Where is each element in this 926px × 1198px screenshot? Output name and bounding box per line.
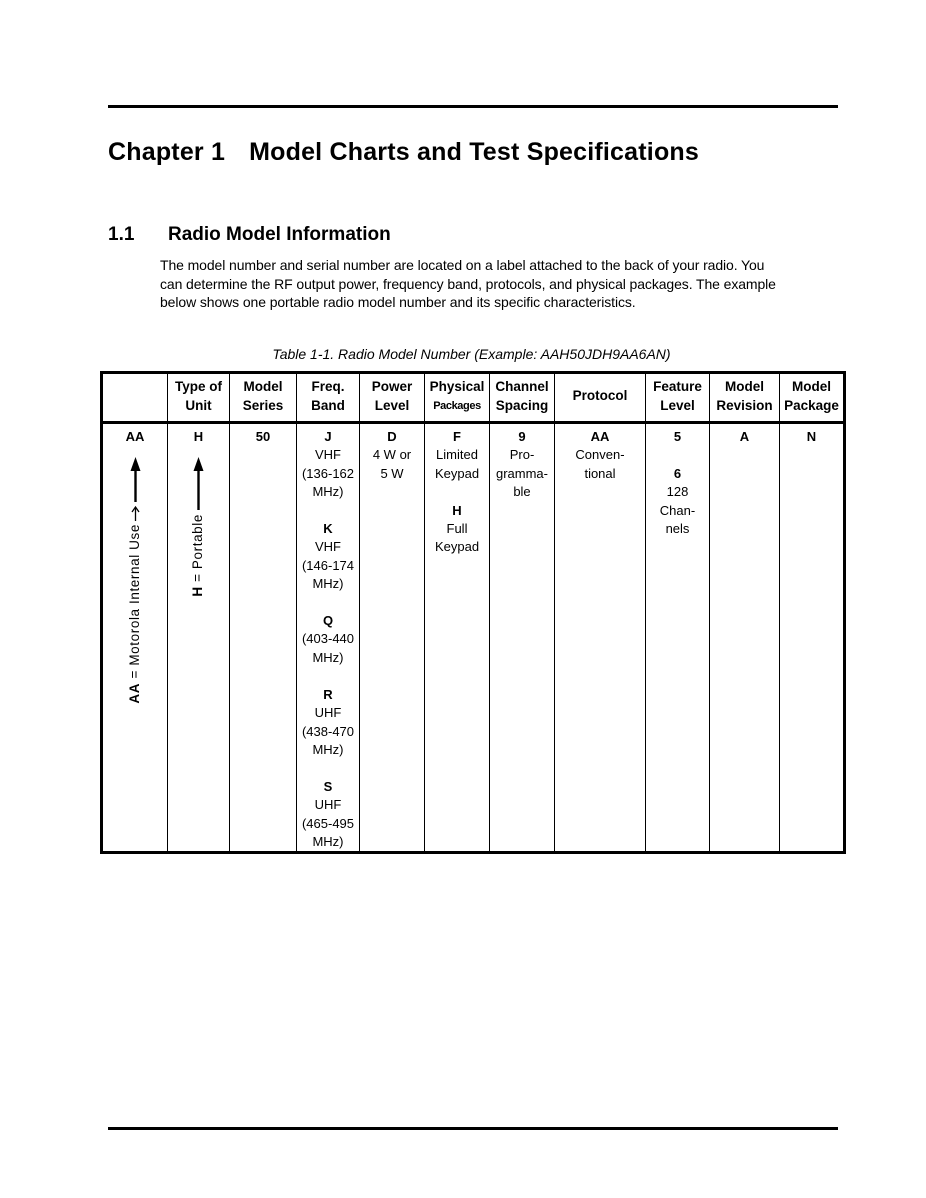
chapter-title: Model Charts and Test Specifications [249,137,699,166]
body-cell-feature-level: 5 6 128 Chan- nels [646,423,710,853]
header-cell-model-package: Model Package [780,373,845,423]
bottom-rule [108,1127,838,1130]
body-cell-physical-packages: F Limited Keypad H Full Keypad [425,423,490,853]
chapter-number: Chapter 1 [108,137,226,166]
section-paragraph: The model number and serial number are located on a label attached to the back of your radio. You can determine the RF output power, frequency band, protocols, and physical packages. The example below shows one portable radio model number and its specific characteristics. [160,257,776,310]
header-cell-type-of-unit: Type of Unit [168,373,230,423]
arrow-up-icon [129,457,142,503]
table-body-row [102,423,845,853]
body-cell-model-revision: A [710,423,780,853]
section-title: Radio Model Information [168,224,391,245]
arrow-up-small-icon [131,505,140,521]
internal-use-legend [126,524,144,704]
header-cell-model-series: Model Series [230,373,297,423]
section-number: 1.1 [108,224,135,245]
body-cell-model-series: 50 [230,423,297,853]
body-cell-model-package: N [780,423,845,853]
header-cell-blank [102,373,168,423]
internal-use-legend-text: = Motorola Internal Use [126,524,142,684]
body-cell-power-level: D 4 W or 5 W [360,423,425,853]
header-cell-power-level: Power Level [360,373,425,423]
internal-use-legend-code: AA [126,683,142,704]
type-of-unit-legend [189,514,207,597]
radio-model-table [100,371,846,854]
header-cell-model-revision: Model Revision [710,373,780,423]
type-of-unit-legend-code: H [190,586,206,598]
header-cell-freq-band: Freq. Band [297,373,360,423]
top-rule [108,105,838,108]
chapter-heading [108,138,699,167]
type-of-unit-legend-text: = Portable [190,514,206,587]
type-of-unit-code: H [193,429,204,444]
body-cell-protocol: AA Conven- tional [555,423,646,853]
section-heading [108,224,391,246]
header-cell-protocol: Protocol [555,373,646,423]
body-cell-freq-band: J VHF (136-162 MHz) K VHF (146-174 MHz) Q (403-440 MHz) R UHF (438-470 MHz) S UHF (465-495 MHz) [297,423,360,853]
arrow-up-icon [192,457,205,511]
body-cell-channel-spacing: 9 Pro- gramma- ble [490,423,555,853]
table-caption: Table 1-1. Radio Model Number (Example: AAH50JDH9AA6AN) [272,346,671,362]
header-cell-feature-level: Feature Level [646,373,710,423]
body-cell-internal-use [102,423,168,853]
header-cell-channel-spacing: Channel Spacing [490,373,555,423]
internal-use-code: AA [125,429,145,444]
header-cell-physical-packages: Physical Packages [425,373,490,423]
body-cell-type-of-unit [168,423,230,853]
table-header-row [102,373,845,423]
